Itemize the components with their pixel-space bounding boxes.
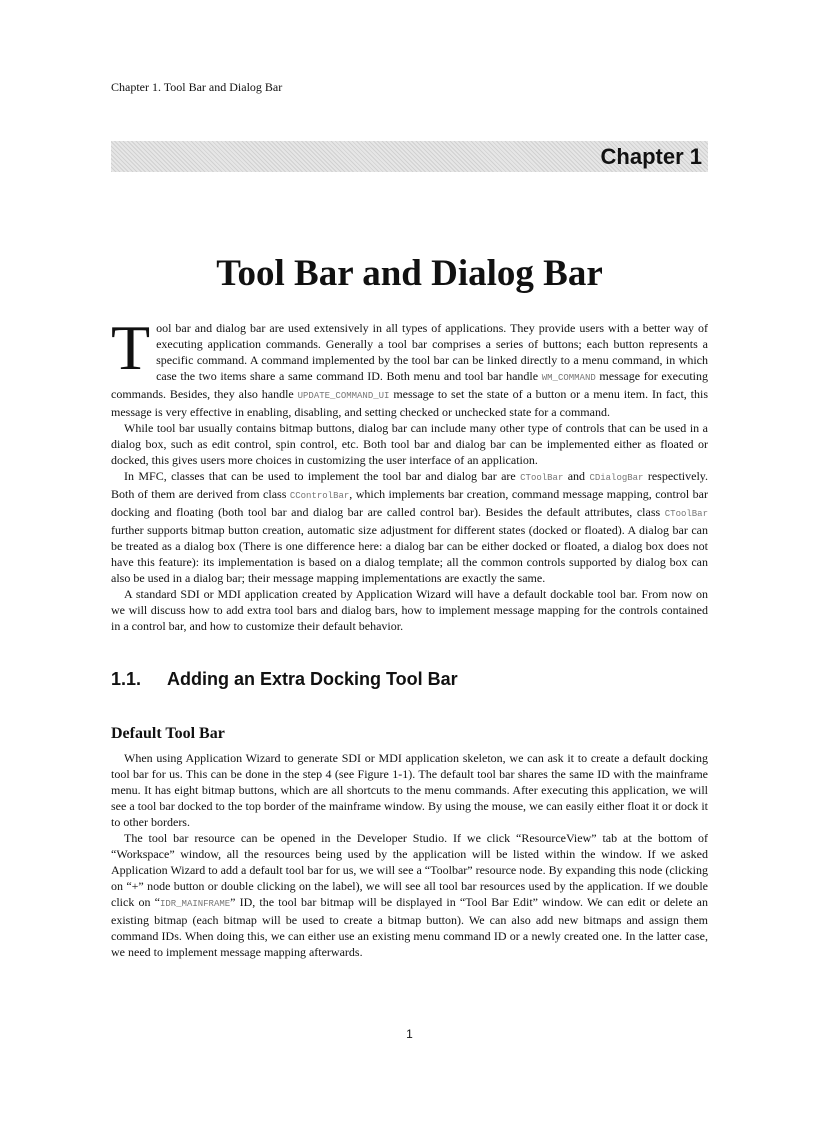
section-number: 1.1. <box>111 669 142 689</box>
body-text <box>111 312 709 960</box>
page-title: Tool Bar and Dialog Bar <box>216 253 603 294</box>
chapter-banner <box>111 141 708 172</box>
code-update-command-ui: UPDATE_COMMAND_UI <box>297 391 390 401</box>
intro-p3-text-b: and <box>563 469 590 483</box>
code-ctoolbar-2: CToolBar <box>664 509 708 519</box>
page-number: 1 <box>406 1027 413 1041</box>
code-idr-mainframe: IDR_MAINFRAME <box>159 899 231 909</box>
intro-p1-text-c: message to set the state of a button or a menu item. In fact, this message is very effective in enabling, disabling, and setting checked or unchecked state for a command. <box>111 387 708 419</box>
running-header: Chapter 1. Tool Bar and Dialog Bar <box>111 80 283 94</box>
section-heading <box>111 668 708 690</box>
intro-p3-text-e: further supports bitmap button creation, automatic size adjustment for different states (docked or floated). A dialog bar can be treated as a dialog box (There is one difference here: a dialog bar can be either docked or floated, a dialog box does not have this feature): its implementation is based on a dialog template; all the common controls supported by dialog box can also be used in a dialog bar; their message mapping implementations are exactly the same. <box>111 523 708 585</box>
chapter-label: Chapter 1 <box>600 144 702 169</box>
intro-p3-text-a: In MFC, classes that can be used to implement the tool bar and dialog bar are <box>124 469 521 483</box>
intro-paragraph-4: A standard SDI or MDI application created by Application Wizard will have a default dockable tool bar. From now on we will discuss how to add extra tool bars and dialog bars, how to implement message mapping for the controls contained in a control bar, and how to customize their default behavior. <box>111 587 708 633</box>
intro-p1-text-a: ool bar and dialog bar are used extensively in all types of applications. They provide users with a better way of executing application commands. Generally a tool bar comprises a series of buttons; each button represents a specific command. A command implemented by the tool bar can be linked directly to a menu command, in which case the two items share a same command ID. Both menu and tool bar handle <box>156 321 708 383</box>
subsection-paragraph-1: When using Application Wizard to generate SDI or MDI application skeleton, we can ask it to create a default docking tool bar for us. This can be done in the step 4 (see Figure 1-1). The default tool bar shares the same ID with the mainframe menu. It has eight bitmap buttons, which are all shortcuts to the menu commands. After executing this application, we will see a tool bar docked to the top border of the mainframe window. By using the mouse, we can easily either float it or dock it to other borders. <box>111 751 708 829</box>
intro-p3-text-c: respectively. Both of them are derived from class <box>111 469 709 501</box>
subsection-heading: Default Tool Bar <box>111 725 225 742</box>
sub-p2-text-a: The tool bar resource can be opened in the Developer Studio. If we click “ResourceView” tab at the bottom of “Workspace” window, all the resources being used by the application will be listed within the window. If we asked Application Wizard to add a default tool bar for us, we will see a “Toolbar” resource node. By expanding this node (clicking on “+” node button or double clicking on the label), we will see all tool bar resources used by the application. If we double click on “ <box>111 831 708 909</box>
intro-p3-text-d: , which implements bar creation, command message mapping, control bar docking and floating (both tool bar and dialog bar are called control bar). Besides the default attributes, class <box>111 487 709 519</box>
drop-cap: T <box>111 312 151 383</box>
sub-p2-text-b: ” ID, the tool bar bitmap will be displayed in “Tool Bar Edit” window. We can edit or delete an existing bitmap (each bitmap will be used to create a bitmap button). We can also add new bitmaps and assign them command IDs. When doing this, we can either use an existing menu command ID or a newly created one. In the latter case, we need to implement message mapping afterwards. <box>111 895 708 959</box>
code-ccontrolbar: CControlBar <box>289 491 350 501</box>
code-ctoolbar: CToolBar <box>520 473 564 483</box>
code-cdialogbar: CDialogBar <box>589 473 644 483</box>
intro-paragraph-2: While tool bar usually contains bitmap buttons, dialog bar can include many other type of controls that can be used in a dialog box, such as edit control, spin control, etc. Both tool bar and dialog bar can be implemented either as floated or docked, this gives users more choices in customizing the user interface of an application. <box>111 421 708 467</box>
subsection-paragraph-2 <box>111 830 708 960</box>
intro-paragraph-1 <box>111 312 709 420</box>
code-wm-command: WM_COMMAND <box>541 373 596 383</box>
intro-p1-text-b: message for executing commands. Besides, they also handle <box>111 369 709 401</box>
intro-paragraph-3 <box>111 468 708 586</box>
section-title: Adding an Extra Docking Tool Bar <box>167 669 458 689</box>
